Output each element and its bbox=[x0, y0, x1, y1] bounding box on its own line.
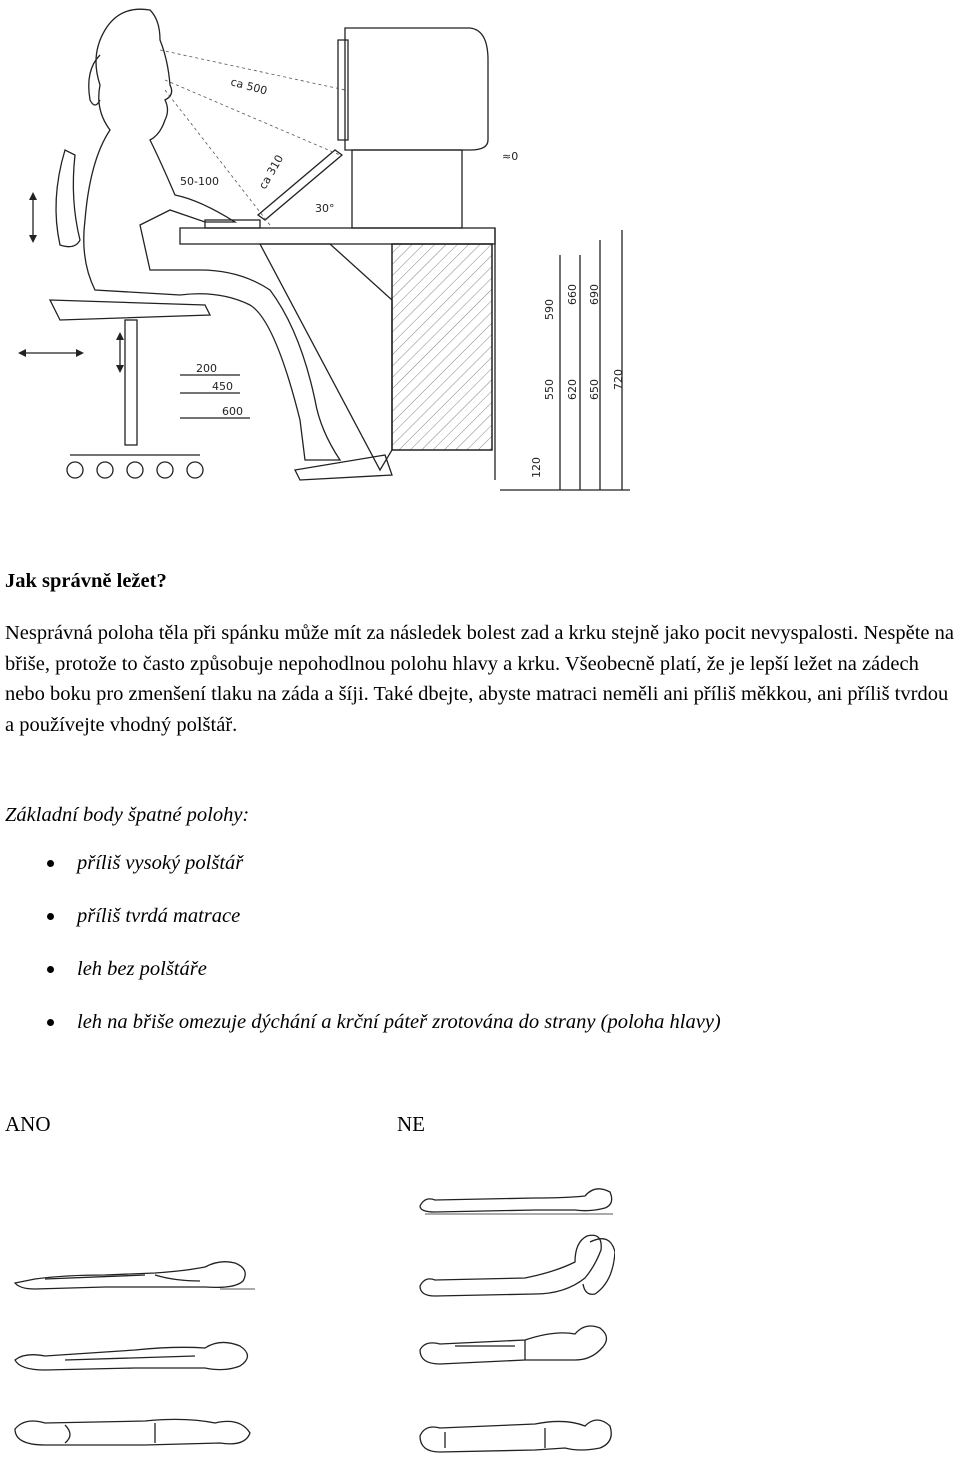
list-item-text: příliš tvrdá matrace bbox=[77, 905, 241, 927]
correct-prone-figure bbox=[5, 1405, 255, 1455]
bad-positions-list bbox=[0, 848, 950, 1060]
bullet-icon bbox=[47, 1019, 54, 1026]
correct-supine-figure bbox=[5, 1245, 255, 1295]
dim-200: 200 bbox=[196, 362, 217, 375]
dim-50-100: 50-100 bbox=[180, 175, 219, 188]
dim-ca310: ca 310 bbox=[256, 152, 287, 192]
dim-30deg: 30° bbox=[315, 202, 335, 215]
dim-600: 600 bbox=[222, 405, 243, 418]
dim-120: 120 bbox=[530, 457, 543, 478]
bullet-icon bbox=[47, 913, 54, 920]
body-paragraph: Nesprávná poloha těla při spánku může mít za následek bolest zad a krku stejně jako pocit nevyspalosti. Nespěte na břiše, protože to často způsobuje nepohodlnou polohu hlavy a krku. Všeobecně platí, že je lepší ležet na zádech nebo boku pro zmenšení tlaku na záda a šíji. Také dbejte, abyste matraci neměli ani příliš měkkou, ani příliš tvrdou a používejte vhodný polštář. bbox=[5, 622, 954, 736]
wrong-no-pillow-figure bbox=[415, 1180, 615, 1220]
dim-720: 720 bbox=[612, 369, 625, 390]
list-intro: Základní body špatné polohy: bbox=[5, 804, 250, 826]
wrong-prone-figure bbox=[415, 1410, 615, 1460]
dim-550: 550 bbox=[543, 379, 556, 400]
list-item-text: leh na břiše omezuje dýchání a krční páteř zrotována do strany (poloha hlavy) bbox=[77, 1011, 721, 1033]
dim-450: 450 bbox=[212, 380, 233, 393]
bullet-icon bbox=[47, 860, 54, 867]
dim-590: 590 bbox=[543, 299, 556, 320]
wrong-high-pillow-figure bbox=[415, 1222, 615, 1312]
dim-650: 650 bbox=[588, 379, 601, 400]
list-item-text: leh bez polštáře bbox=[77, 958, 207, 980]
section-heading: Jak správně ležet? bbox=[5, 570, 167, 592]
label-yes: ANO bbox=[5, 1112, 51, 1136]
list-item bbox=[0, 901, 950, 954]
ergonomic-workstation-figure bbox=[0, 0, 640, 500]
label-no: NE bbox=[397, 1112, 425, 1136]
wrong-side-figure bbox=[415, 1320, 615, 1375]
list-item-text: příliš vysoký polštář bbox=[77, 852, 244, 874]
dim-ca500: ca 500 bbox=[229, 75, 269, 98]
dim-approx-zero: ≈0 bbox=[502, 150, 519, 163]
bullet-icon bbox=[47, 966, 54, 973]
correct-side-figure bbox=[5, 1330, 255, 1380]
list-item bbox=[0, 848, 950, 901]
dim-660: 660 bbox=[566, 284, 579, 305]
list-item bbox=[0, 1007, 950, 1060]
dim-690: 690 bbox=[588, 284, 601, 305]
list-item bbox=[0, 954, 950, 1007]
dim-620: 620 bbox=[566, 379, 579, 400]
